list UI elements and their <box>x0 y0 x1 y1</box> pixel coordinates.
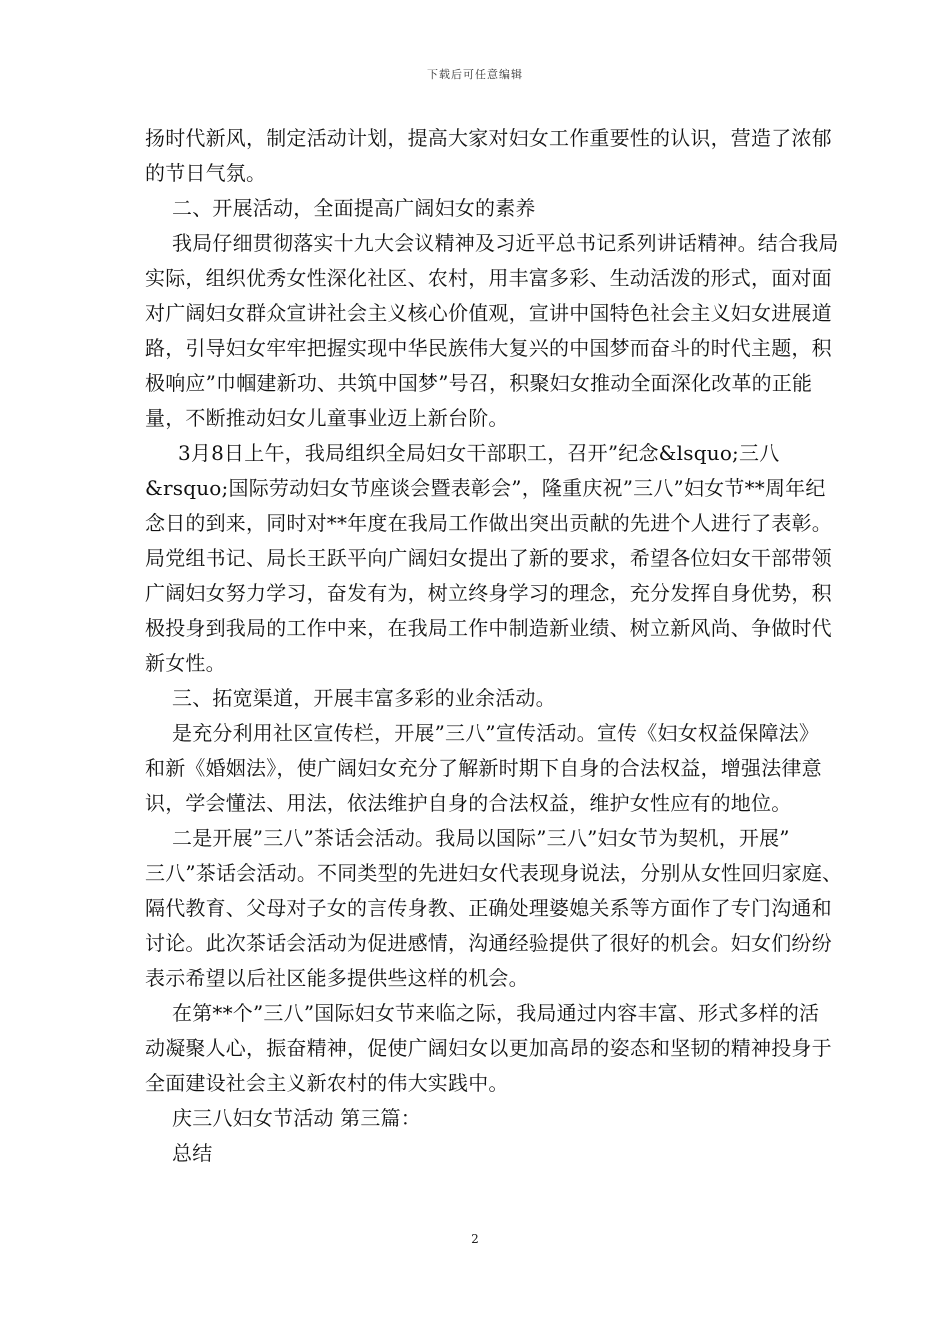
body-line: 表示希望以后社区能多提供些这样的机会。 <box>145 966 529 990</box>
body-line: 的节日气氛。 <box>145 161 267 185</box>
body-line: 极响应”巾帼建新功、共筑中国梦”号召，积聚妇女推动全面深化改革的正能 <box>145 371 813 395</box>
body-line: 在第**个”三八”国际妇女节来临之际，我局通过内容丰富、形式多样的活 <box>172 1001 820 1025</box>
body-line: 广阔妇女努力学习，奋发有为，树立终身学习的理念，充分发挥自身优势，积 <box>145 581 832 605</box>
body-line: 局党组书记、局长王跃平向广阔妇女提出了新的要求，希望各位妇女干部带领 <box>145 546 832 570</box>
body-line: 和新《婚姻法》，使广阔妇女充分了解新时期下自身的合法权益，增强法律意 <box>145 756 822 780</box>
body-line: 路，引导妇女牢牢把握实现中华民族伟大复兴的中国梦而奋斗的时代主题，积 <box>145 336 832 360</box>
section-heading: 三、拓宽渠道，开展丰富多彩的业余活动。 <box>172 686 556 710</box>
body-line: 三八”茶话会活动。不同类型的先进妇女代表现身说法，分别从女性回归家庭、 <box>145 861 843 885</box>
body-line: 实际，组织优秀女性深化社区、农村，用丰富多彩、生动活泼的形式，面对面 <box>145 266 832 290</box>
body-line: &rsquo;国际劳动妇女节座谈会暨表彰会”，隆重庆祝”三八”妇女节**周年纪 <box>145 476 826 500</box>
page-number: 2 <box>471 1232 479 1246</box>
body-line: 3月8日上午，我局组织全局妇女干部职工，召开”纪念&lsquo;三八 <box>178 441 780 465</box>
body-line: 对广阔妇女群众宣讲社会主义核心价值观，宣讲中国特色社会主义妇女进展道 <box>145 301 832 325</box>
body-line: 讨论。此次茶话会活动为促进感情，沟通经验提供了很好的机会。妇女们纷纷 <box>145 931 832 955</box>
body-line: 是充分利用社区宣传栏，开展”三八”宣传活动。宣传《妇女权益保障法》 <box>172 721 820 745</box>
body-line: 二是开展”三八”茶话会活动。我局以国际”三八”妇女节为契机，开展” <box>172 826 790 850</box>
body-line: 我局仔细贯彻落实十九大会议精神及习近平总书记系列讲话精神。结合我局 <box>172 231 839 255</box>
section-heading: 总结 <box>172 1141 213 1165</box>
body-line: 识，学会懂法、用法，依法维护自身的合法权益，维护女性应有的地位。 <box>145 791 792 815</box>
section-heading: 二、开展活动，全面提高广阔妇女的素养 <box>172 196 536 220</box>
body-line: 扬时代新风，制定活动计划，提高大家对妇女工作重要性的认识，营造了浓郁 <box>145 126 832 150</box>
body-line: 新女性。 <box>145 651 226 675</box>
section-heading: 庆三八妇女节活动 第三篇： <box>172 1106 421 1130</box>
body-line: 念日的到来，同时对**年度在我局工作做出突出贡献的先进个人进行了表彰。 <box>145 511 832 535</box>
document-body <box>145 121 843 1171</box>
body-line: 动凝聚人心，振奋精神，促使广阔妇女以更加高昂的姿态和坚韧的精神投身于 <box>145 1036 832 1060</box>
body-line: 极投身到我局的工作中来，在我局工作中制造新业绩、树立新风尚、争做时代 <box>145 616 832 640</box>
page-header: 下载后可任意编辑 <box>427 68 523 81</box>
body-line: 量，不断推动妇女儿童事业迈上新台阶。 <box>145 406 509 430</box>
body-line: 全面建设社会主义新农村的伟大实践中。 <box>145 1071 509 1095</box>
body-line: 隔代教育、父母对子女的言传身教、正确处理婆媳关系等方面作了专门沟通和 <box>145 896 832 920</box>
